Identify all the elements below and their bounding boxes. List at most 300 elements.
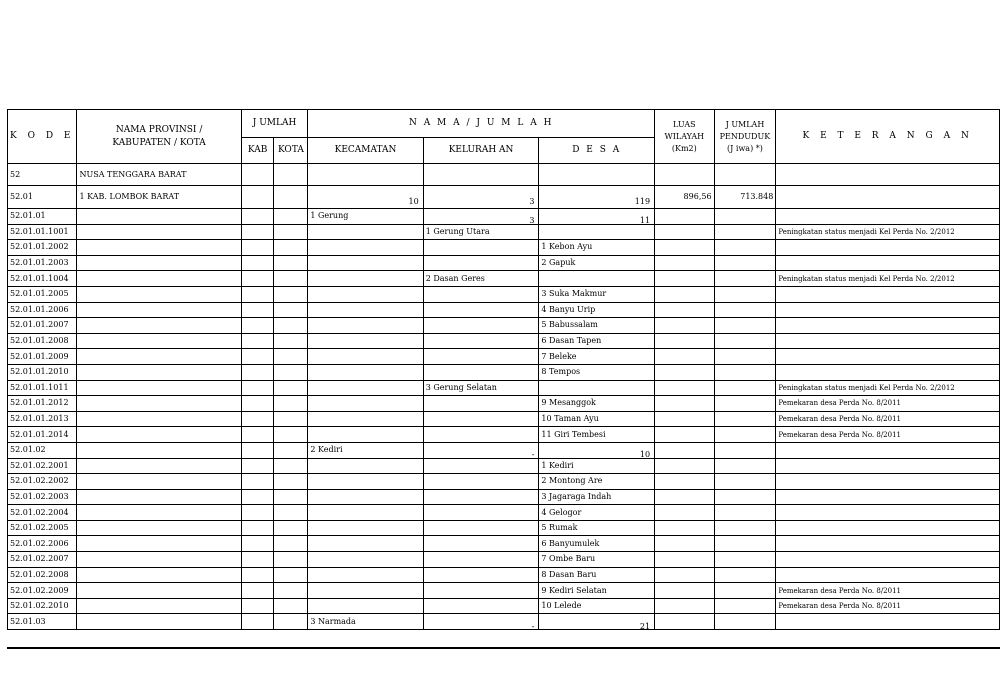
cell-kab: [241, 186, 274, 209]
cell-nama: [77, 458, 241, 474]
cell-nama: [77, 505, 241, 521]
cell-kota: [274, 427, 308, 443]
cell-keterangan: Peningkatan status menjadi Kel Perda No. 2/2012: [776, 224, 1000, 240]
cell-kelurahan: [423, 489, 539, 505]
cell-nama: [77, 349, 241, 365]
cell-kecamatan: [308, 302, 423, 318]
cell-luas: 896,56: [655, 186, 715, 209]
bottom-rule: [7, 647, 1000, 649]
cell-kab: [241, 411, 274, 427]
cell-kota: [274, 520, 308, 536]
header-penduduk: [714, 110, 776, 164]
cell-kelurahan: [423, 364, 539, 380]
cell-penduduk: 713.848: [714, 186, 776, 209]
cell-kecamatan: [308, 520, 423, 536]
cell-kota: [274, 583, 308, 599]
cell-kelurahan: [423, 380, 539, 396]
table-row: [8, 209, 1000, 225]
cell-kab: [241, 271, 274, 287]
cell-penduduk: [714, 567, 776, 583]
cell-desa: [539, 489, 655, 505]
cell-kab: [241, 536, 274, 552]
cell-luas: [655, 209, 715, 225]
cell-kelurahan: [423, 583, 539, 599]
cell-kota: [274, 164, 308, 186]
cell-luas: [655, 614, 715, 630]
cell-kota: [274, 186, 308, 209]
cell-kecamatan: [308, 364, 423, 380]
table-row: [8, 164, 1000, 186]
cell-kab: [241, 349, 274, 365]
cell-desa-name: 9 Mesanggok: [541, 398, 596, 408]
cell-kecamatan: [308, 489, 423, 505]
cell-desa-name: 4 Banyu Urip: [541, 304, 596, 314]
cell-kelurahan: [423, 349, 539, 365]
cell-kota: [274, 209, 308, 225]
cell-luas: [655, 302, 715, 318]
header-penduduk-line2: PENDUDUK: [719, 131, 771, 141]
cell-nama: [77, 489, 241, 505]
cell-luas: [655, 458, 715, 474]
cell-nama: [77, 318, 241, 334]
cell-kelurahan-count: -: [531, 621, 535, 630]
cell-penduduk: [714, 458, 776, 474]
cell-penduduk: [714, 474, 776, 490]
cell-kota: [274, 364, 308, 380]
cell-kelurahan: [423, 186, 539, 209]
cell-desa: [539, 302, 655, 318]
cell-luas: [655, 583, 715, 599]
cell-kelurahan: [423, 286, 539, 302]
cell-kode: 52.01.01.1011: [8, 380, 77, 396]
cell-nama: [77, 333, 241, 349]
cell-kode: 52.01.01.2007: [8, 318, 77, 334]
cell-nama: [77, 396, 241, 412]
cell-kode: 52.01.01.2014: [8, 427, 77, 443]
cell-penduduk: [714, 224, 776, 240]
cell-kode: 52.01: [8, 186, 77, 209]
cell-luas: [655, 489, 715, 505]
cell-kecamatan: [308, 224, 423, 240]
cell-keterangan: [776, 186, 1000, 209]
cell-nama: [77, 583, 241, 599]
table-row: [8, 458, 1000, 474]
cell-kecamatan: [308, 536, 423, 552]
cell-kecamatan: [308, 458, 423, 474]
cell-nama: [77, 442, 241, 458]
table-row: [8, 255, 1000, 271]
cell-keterangan: Peningkatan status menjadi Kel Perda No. 2/2012: [776, 271, 1000, 287]
cell-nama: 1 KAB. LOMBOK BARAT: [77, 186, 241, 209]
cell-kelurahan: [423, 224, 539, 240]
cell-kelurahan: [423, 614, 539, 630]
cell-nama: NUSA TENGGARA BARAT: [77, 164, 241, 186]
cell-kelurahan-name: 3 Gerung Selatan: [425, 382, 497, 392]
cell-kode: 52.01.02.2007: [8, 552, 77, 568]
table-row: [8, 442, 1000, 458]
header-nama-jumlah: N A M A / J U M L A H: [308, 110, 655, 138]
header-luas-line2: WILAYAH: [664, 131, 705, 141]
header-kota: KOTA: [274, 138, 308, 164]
cell-kecamatan: [308, 583, 423, 599]
cell-kecamatan: [308, 333, 423, 349]
cell-luas: [655, 364, 715, 380]
cell-penduduk: [714, 255, 776, 271]
cell-penduduk: [714, 552, 776, 568]
cell-kota: [274, 333, 308, 349]
cell-kota: [274, 442, 308, 458]
cell-kode: 52.01.01.2006: [8, 302, 77, 318]
cell-kode: 52.01.02.2003: [8, 489, 77, 505]
cell-desa: [539, 520, 655, 536]
cell-kode: 52.01.02.2005: [8, 520, 77, 536]
cell-kota: [274, 286, 308, 302]
cell-kode: 52.01.02: [8, 442, 77, 458]
cell-kode: 52.01.02.2002: [8, 474, 77, 490]
cell-kelurahan-count: -: [531, 450, 535, 458]
cell-kelurahan-count: 3: [529, 216, 535, 225]
cell-kecamatan: [308, 505, 423, 521]
cell-kecamatan: [308, 380, 423, 396]
cell-desa: [539, 458, 655, 474]
cell-luas: [655, 318, 715, 334]
cell-kecamatan: [308, 552, 423, 568]
table-row: [8, 318, 1000, 334]
cell-keterangan: [776, 489, 1000, 505]
cell-luas: [655, 224, 715, 240]
cell-desa: [539, 474, 655, 490]
cell-kota: [274, 411, 308, 427]
cell-desa: [539, 583, 655, 599]
cell-kecamatan: [308, 255, 423, 271]
cell-keterangan: Pemekaran desa Perda No. 8/2011: [776, 427, 1000, 443]
cell-kelurahan-count: 3: [529, 197, 535, 206]
cell-nama: [77, 271, 241, 287]
cell-keterangan: Pemekaran desa Perda No. 8/2011: [776, 396, 1000, 412]
cell-kecamatan-count: 10: [408, 197, 419, 206]
cell-penduduk: [714, 364, 776, 380]
cell-kode: 52.01.02.2009: [8, 583, 77, 599]
cell-desa: [539, 598, 655, 614]
cell-desa-name: 6 Dasan Tapen: [541, 336, 602, 346]
cell-kelurahan: [423, 318, 539, 334]
cell-kelurahan: [423, 209, 539, 225]
header-keterangan: K E T E R A N G A N: [776, 110, 1000, 164]
table-row: [8, 427, 1000, 443]
cell-kelurahan: [423, 302, 539, 318]
cell-luas: [655, 286, 715, 302]
cell-kelurahan: [423, 411, 539, 427]
table-row: [8, 614, 1000, 630]
header-jumlah: J UMLAH: [241, 110, 308, 138]
cell-desa: [539, 224, 655, 240]
cell-kode: 52: [8, 164, 77, 186]
cell-luas: [655, 255, 715, 271]
cell-kota: [274, 380, 308, 396]
cell-kab: [241, 240, 274, 256]
cell-kab: [241, 505, 274, 521]
cell-keterangan: [776, 364, 1000, 380]
cell-kelurahan: [423, 442, 539, 458]
cell-penduduk: [714, 536, 776, 552]
cell-kelurahan: [423, 598, 539, 614]
cell-nama: [77, 474, 241, 490]
cell-kab: [241, 302, 274, 318]
cell-luas: [655, 396, 715, 412]
cell-desa: [539, 318, 655, 334]
cell-keterangan: [776, 349, 1000, 365]
cell-luas: [655, 164, 715, 186]
cell-kode: 52.01.01.1001: [8, 224, 77, 240]
cell-keterangan: [776, 209, 1000, 225]
table-row: [8, 380, 1000, 396]
cell-desa-name: 5 Rumak: [541, 523, 578, 533]
cell-nama: [77, 286, 241, 302]
cell-luas: [655, 380, 715, 396]
cell-luas: [655, 598, 715, 614]
cell-nama: [77, 614, 241, 630]
header-nama-line1: NAMA PROVINSI /: [115, 124, 203, 135]
cell-luas: [655, 333, 715, 349]
cell-keterangan: [776, 240, 1000, 256]
cell-desa-name: 3 Jagaraga Indah: [541, 491, 612, 501]
cell-luas: [655, 552, 715, 568]
cell-kelurahan: [423, 536, 539, 552]
table-row: [8, 536, 1000, 552]
cell-keterangan: Pemekaran desa Perda No. 8/2011: [776, 583, 1000, 599]
cell-nama: [77, 240, 241, 256]
cell-kab: [241, 224, 274, 240]
cell-desa: [539, 442, 655, 458]
cell-kelurahan: [423, 427, 539, 443]
cell-desa-count: 21: [639, 621, 651, 630]
table-row: [8, 302, 1000, 318]
cell-penduduk: [714, 209, 776, 225]
table-row: [8, 598, 1000, 614]
cell-kecamatan: [308, 396, 423, 412]
cell-nama: [77, 364, 241, 380]
cell-desa-name: 6 Banyumulek: [541, 538, 600, 548]
cell-kode: 52.01.01.1004: [8, 271, 77, 287]
cell-kelurahan: [423, 396, 539, 412]
table-row: [8, 489, 1000, 505]
cell-penduduk: [714, 302, 776, 318]
cell-kab: [241, 209, 274, 225]
cell-keterangan: [776, 302, 1000, 318]
cell-kecamatan-name: 3 Narmada: [310, 616, 356, 626]
cell-kode: 52.01.01: [8, 209, 77, 225]
cell-penduduk: [714, 614, 776, 630]
cell-kecamatan: [308, 318, 423, 334]
cell-luas: [655, 536, 715, 552]
cell-desa-name: 1 Kediri: [541, 460, 574, 470]
cell-desa: [539, 380, 655, 396]
cell-kab: [241, 552, 274, 568]
cell-kota: [274, 489, 308, 505]
cell-kecamatan: [308, 567, 423, 583]
cell-kota: [274, 396, 308, 412]
header-nama: [77, 110, 241, 164]
cell-kota: [274, 224, 308, 240]
cell-desa: [539, 614, 655, 630]
cell-kelurahan: [423, 458, 539, 474]
cell-kode: 52.01.01.2005: [8, 286, 77, 302]
cell-penduduk: [714, 318, 776, 334]
cell-nama: [77, 380, 241, 396]
header-desa: D E S A: [539, 138, 655, 164]
cell-keterangan: Pemekaran desa Perda No. 8/2011: [776, 598, 1000, 614]
cell-nama: [77, 255, 241, 271]
cell-kota: [274, 474, 308, 490]
cell-kecamatan: [308, 614, 423, 630]
cell-kode: 52.01.01.2012: [8, 396, 77, 412]
cell-penduduk: [714, 333, 776, 349]
table-row: [8, 520, 1000, 536]
cell-kelurahan: [423, 164, 539, 186]
cell-kelurahan: [423, 474, 539, 490]
cell-desa-name: 2 Gapuk: [541, 258, 576, 268]
table-header: [8, 110, 1000, 164]
cell-keterangan: [776, 255, 1000, 271]
cell-luas: [655, 474, 715, 490]
cell-desa-count: 11: [639, 216, 651, 225]
cell-luas: [655, 349, 715, 365]
cell-kab: [241, 598, 274, 614]
cell-kab: [241, 164, 274, 186]
cell-desa: [539, 505, 655, 521]
cell-keterangan: [776, 164, 1000, 186]
cell-kode: 52.01.02.2001: [8, 458, 77, 474]
table-row: [8, 271, 1000, 287]
cell-keterangan: [776, 458, 1000, 474]
cell-kab: [241, 583, 274, 599]
cell-desa-name: 2 Montong Are: [541, 476, 603, 486]
cell-kab: [241, 489, 274, 505]
cell-kecamatan: [308, 598, 423, 614]
table-body: [8, 164, 1000, 630]
cell-kota: [274, 240, 308, 256]
cell-kecamatan: [308, 474, 423, 490]
cell-desa: [539, 255, 655, 271]
cell-kode: 52.01.01.2010: [8, 364, 77, 380]
cell-kelurahan: [423, 520, 539, 536]
cell-kecamatan-name: 1 Gerung: [310, 211, 349, 221]
cell-kecamatan: [308, 286, 423, 302]
cell-penduduk: [714, 598, 776, 614]
cell-keterangan: [776, 286, 1000, 302]
cell-desa-name: 9 Kediri Selatan: [541, 585, 607, 595]
cell-kab: [241, 364, 274, 380]
cell-penduduk: [714, 271, 776, 287]
cell-kota: [274, 302, 308, 318]
cell-nama: [77, 520, 241, 536]
cell-kode: 52.01.01.2013: [8, 411, 77, 427]
cell-keterangan: [776, 474, 1000, 490]
cell-keterangan: [776, 614, 1000, 630]
cell-nama: [77, 302, 241, 318]
cell-nama: [77, 427, 241, 443]
header-kode: K O D E: [8, 110, 77, 164]
cell-desa-name: 1 Kebon Ayu: [541, 242, 593, 252]
cell-kecamatan-name: 2 Kediri: [310, 445, 343, 455]
cell-desa: [539, 567, 655, 583]
cell-kelurahan: [423, 271, 539, 287]
cell-desa-count: 119: [634, 197, 651, 206]
header-kecamatan: KECAMATAN: [308, 138, 423, 164]
cell-kelurahan: [423, 333, 539, 349]
cell-kelurahan: [423, 552, 539, 568]
cell-desa-count: 10: [639, 450, 651, 458]
cell-penduduk: [714, 411, 776, 427]
cell-luas: [655, 505, 715, 521]
cell-nama: [77, 598, 241, 614]
header-luas-line3: (Km2): [671, 143, 697, 153]
cell-desa-name: 8 Tempos: [541, 367, 581, 377]
cell-penduduk: [714, 349, 776, 365]
cell-desa-name: 8 Dasan Baru: [541, 569, 597, 579]
cell-keterangan: Peningkatan status menjadi Kel Perda No. 2/2012: [776, 380, 1000, 396]
table-row: [8, 349, 1000, 365]
cell-kode: 52.01.03: [8, 614, 77, 630]
table-row: [8, 474, 1000, 490]
table-row: [8, 567, 1000, 583]
cell-kota: [274, 349, 308, 365]
cell-desa-name: 7 Ombe Baru: [541, 554, 596, 564]
cell-kab: [241, 380, 274, 396]
cell-desa-name: 7 Beleke: [541, 351, 577, 361]
cell-luas: [655, 240, 715, 256]
cell-desa-name: 3 Suka Makmur: [541, 289, 607, 299]
cell-kecamatan: [308, 427, 423, 443]
cell-desa: [539, 349, 655, 365]
cell-keterangan: [776, 442, 1000, 458]
cell-nama: [77, 224, 241, 240]
table-row: [8, 583, 1000, 599]
table-row: [8, 505, 1000, 521]
cell-luas: [655, 271, 715, 287]
cell-keterangan: [776, 333, 1000, 349]
header-kelurahan: KELURAH AN: [423, 138, 539, 164]
cell-nama: [77, 209, 241, 225]
cell-kode: 52.01.02.2004: [8, 505, 77, 521]
cell-kab: [241, 614, 274, 630]
header-luas: [655, 110, 715, 164]
cell-kab: [241, 442, 274, 458]
cell-desa: [539, 209, 655, 225]
cell-desa: [539, 271, 655, 287]
cell-kode: 52.01.02.2008: [8, 567, 77, 583]
cell-desa-name: 11 Giri Tembesi: [541, 429, 606, 439]
cell-penduduk: [714, 396, 776, 412]
table-row: [8, 286, 1000, 302]
cell-luas: [655, 567, 715, 583]
cell-desa: [539, 411, 655, 427]
cell-kecamatan: [308, 442, 423, 458]
cell-luas: [655, 520, 715, 536]
table-row: [8, 364, 1000, 380]
cell-penduduk: [714, 427, 776, 443]
cell-keterangan: [776, 536, 1000, 552]
cell-kelurahan: [423, 240, 539, 256]
region-table: [7, 109, 1000, 630]
cell-kota: [274, 271, 308, 287]
cell-penduduk: [714, 489, 776, 505]
table-row: [8, 396, 1000, 412]
cell-kode: 52.01.01.2002: [8, 240, 77, 256]
cell-keterangan: [776, 318, 1000, 334]
cell-penduduk: [714, 520, 776, 536]
cell-kecamatan: [308, 349, 423, 365]
